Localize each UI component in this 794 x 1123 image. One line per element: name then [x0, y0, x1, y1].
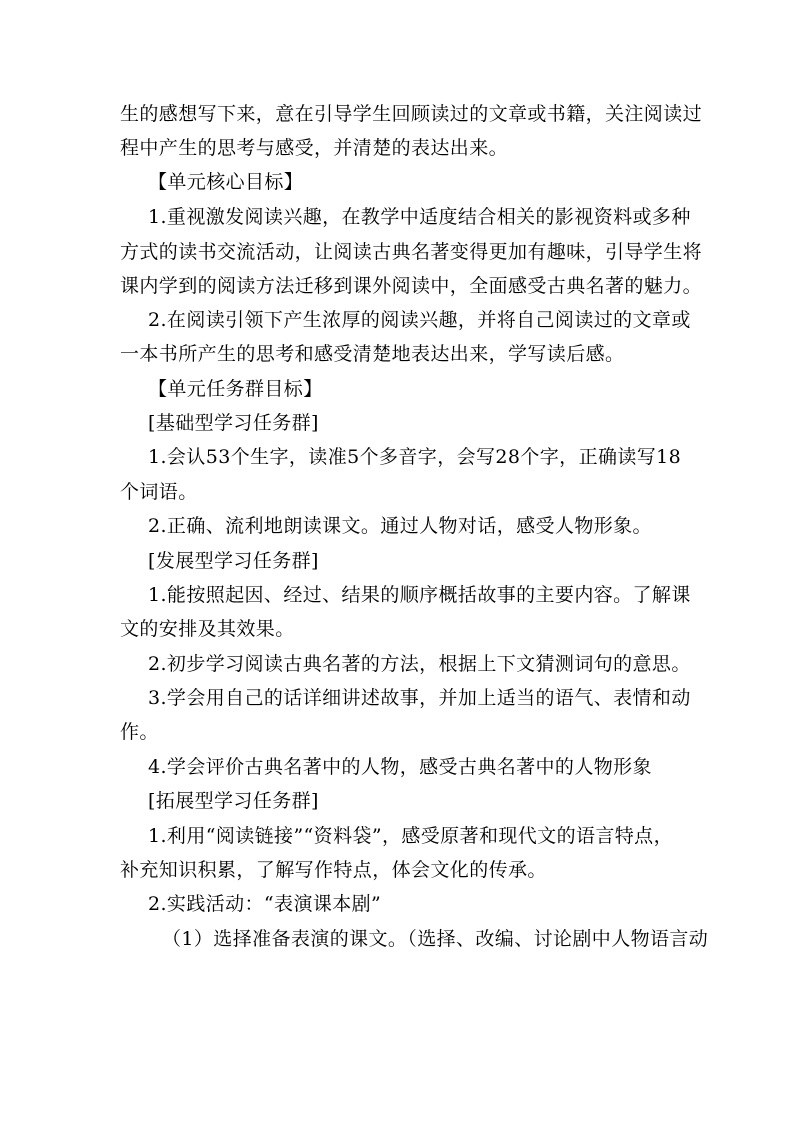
paragraph-line: 1.利用“阅读链接”“资料袋”，感受原著和现代文的语言特点， — [148, 825, 673, 847]
paragraph-line: 3.学会用自己的话详细讲述故事，并加上适当的语气、表情和动 — [148, 687, 691, 709]
paragraph-line: 1.能按照起因、经过、结果的顺序概括故事的主要内容。了解课 — [148, 584, 691, 606]
paragraph-line: 作。 — [120, 721, 159, 743]
subsection-heading: [拓展型学习任务群] — [148, 790, 319, 812]
paragraph-line: 2.初步学习阅读古典名著的方法，根据上下文猜测词句的意思。 — [148, 653, 691, 675]
paragraph-line: 个词语。 — [120, 481, 198, 503]
paragraph-line: 2.正确、流利地朗读课文。通过人物对话，感受人物形象。 — [148, 515, 652, 537]
paragraph-line: 2.实践活动：“表演课本剧” — [148, 893, 382, 915]
paragraph-line: 文的安排及其效果。 — [120, 618, 295, 640]
paragraph-line: 一本书所产生的思考和感受清楚地表达出来，学写读后感。 — [120, 343, 625, 365]
paragraph-line: （1）选择准备表演的课文。（选择、改编、讨论剧中人物语言动 — [162, 928, 709, 950]
paragraph-line: 生的感想写下来，意在引导学生回顾读过的文章或书籍，关注阅读过 — [120, 103, 703, 125]
subsection-heading: [发展型学习任务群] — [148, 550, 319, 572]
paragraph-line: 1.重视激发阅读兴趣，在教学中适度结合相关的影视资料或多种 — [148, 206, 691, 228]
paragraph-line: 方式的读书交流活动，让阅读古典名著变得更加有趣味，引导学生将 — [120, 241, 703, 263]
section-heading: 【单元任务群目标】 — [148, 378, 323, 400]
paragraph-line: 4.学会评价古典名著中的人物，感受古典名著中的人物形象 — [148, 756, 652, 778]
paragraph-line: 补充知识积累，了解写作特点，体会文化的传承。 — [120, 859, 547, 881]
paragraph-line: 1.会认53个生字，读准5个多音字，会写28个字，正确读写18 — [148, 446, 682, 468]
paragraph-line: 课内学到的阅读方法迁移到课外阅读中，全面感受古典名著的魅力。 — [120, 275, 703, 297]
section-heading: 【单元核心目标】 — [148, 171, 304, 193]
paragraph-line: 程中产生的思考与感受，并清楚的表达出来。 — [120, 137, 509, 159]
paragraph-line: 2.在阅读引领下产生浓厚的阅读兴趣，并将自己阅读过的文章或 — [148, 309, 691, 331]
subsection-heading: [基础型学习任务群] — [148, 412, 319, 434]
